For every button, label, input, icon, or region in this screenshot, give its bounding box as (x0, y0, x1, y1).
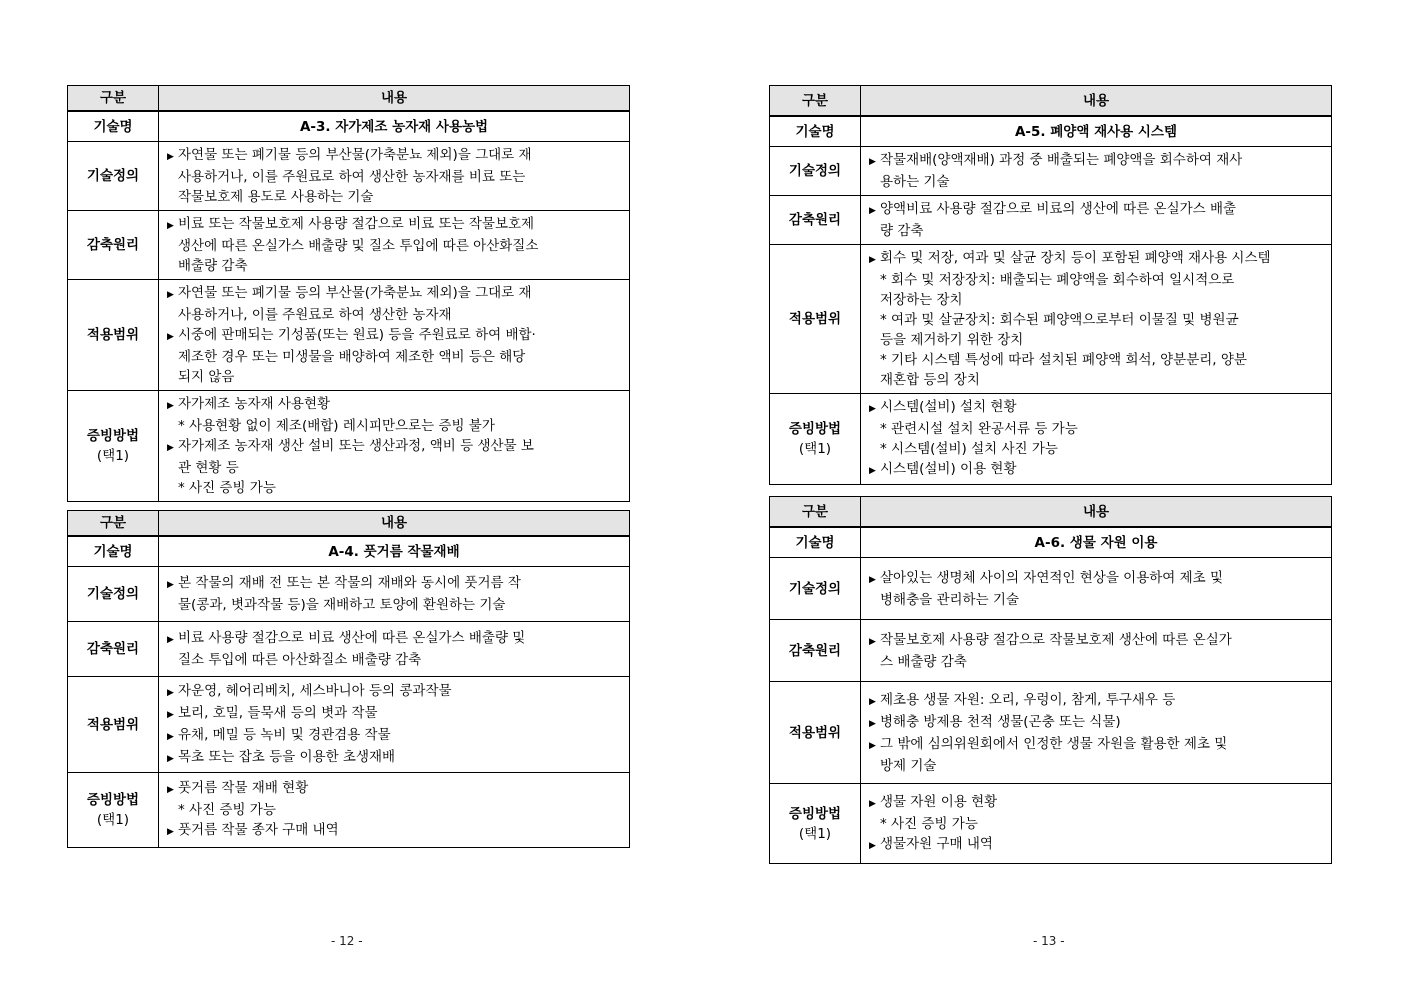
label-proof-sub: (택1) (798, 825, 832, 842)
principle-content (159, 622, 630, 677)
label-proof-text: 증빙방법 (86, 792, 140, 808)
scope-content (861, 682, 1332, 784)
bullet-triangle-icon: ▶ (869, 798, 876, 809)
bullet-triangle-icon: ▶ (869, 840, 876, 851)
bullet-triangle-icon: ▶ (167, 709, 174, 720)
definition-line (167, 573, 623, 595)
proof-line (167, 394, 623, 416)
page-number-right: - 13 - (1033, 934, 1065, 948)
scope-line-text: 회수 및 저장, 여과 및 살균 장치 등이 포함된 폐양액 재사용 시스템 (880, 250, 1271, 266)
proof-content (861, 784, 1332, 864)
bullet-triangle-icon: ▶ (869, 636, 876, 647)
scope-content (159, 280, 630, 391)
proof-line-text: 자가제조 농자재 생산 설비 또는 생산과정, 액비 등 생산물 보 (178, 438, 534, 454)
definition-line-text: 본 작물의 재배 전 또는 본 작물의 재배와 동시에 풋거름 작 (178, 575, 521, 591)
definition-line (167, 595, 623, 615)
header-category: 구분 (68, 511, 159, 537)
bullet-triangle-icon: ▶ (167, 152, 174, 162)
bullet-triangle-icon: ▶ (167, 827, 174, 837)
label-proof (770, 784, 861, 864)
principle-line (869, 630, 1325, 652)
definition-line-text: 병해충을 관리하는 기술 (880, 591, 1019, 608)
table-a4 (67, 510, 630, 848)
bullet-triangle-icon: ▶ (167, 785, 174, 795)
definition-content (159, 142, 630, 211)
definition-line-text: 자연물 또는 폐기물 등의 부산물(가축분뇨 제외)을 그대로 재 (178, 147, 532, 163)
proof-line (869, 439, 1325, 459)
principle-line-text: 비료 사용량 절감으로 비료 생산에 따른 온실가스 배출량 및 (178, 630, 526, 646)
scope-line (869, 350, 1325, 370)
definition-line-text: 작물보호제 용도로 사용하는 기술 (178, 189, 374, 205)
label-proof-text: 증빙방법 (788, 421, 842, 437)
proof-line (869, 419, 1325, 439)
label-tech-name: 기술명 (68, 536, 159, 567)
definition-line (167, 187, 623, 207)
definition-line (869, 568, 1325, 590)
scope-line (869, 734, 1325, 756)
proof-line-text: * 사용현황 없이 제조(배합) 레시피만으로는 증빙 불가 (178, 418, 495, 434)
label-proof-text: 증빙방법 (788, 805, 842, 822)
scope-line (869, 290, 1325, 310)
proof-line-text: 자가제조 농자재 사용현황 (178, 396, 331, 412)
bullet-triangle-icon: ▶ (167, 753, 174, 764)
label-principle: 감축원리 (68, 622, 159, 677)
scope-line-text: * 회수 및 저장장치: 배출되는 폐양액을 회수하여 일시적으로 (880, 272, 1235, 288)
proof-line (167, 800, 623, 820)
header-category: 구분 (68, 86, 159, 112)
scope-line (167, 305, 623, 325)
proof-content (861, 394, 1332, 485)
header-category: 구분 (770, 497, 861, 528)
label-definition: 기술정의 (68, 142, 159, 211)
principle-content (861, 196, 1332, 245)
bullet-triangle-icon: ▶ (869, 718, 876, 729)
bullet-triangle-icon: ▶ (167, 401, 174, 411)
label-proof (770, 394, 861, 485)
definition-line-text: 용하는 기술 (880, 174, 950, 190)
label-proof-sub: (택1) (96, 448, 130, 464)
proof-line (869, 834, 1325, 856)
scope-line (869, 712, 1325, 734)
tech-title: A-6. 생물 자원 이용 (861, 527, 1332, 558)
bullet-triangle-icon: ▶ (167, 580, 174, 590)
table-a6 (769, 496, 1332, 864)
bullet-triangle-icon: ▶ (167, 687, 174, 698)
tech-title: A-5. 폐양액 재사용 시스템 (861, 116, 1332, 147)
scope-line (167, 703, 623, 725)
scope-line (167, 367, 623, 387)
principle-line-text: 비료 또는 작물보호제 사용량 절감으로 비료 또는 작물보호제 (178, 216, 535, 232)
principle-line (869, 652, 1325, 672)
label-scope: 적용범위 (770, 245, 861, 394)
bullet-triangle-icon: ▶ (869, 696, 876, 707)
header-content: 내용 (861, 497, 1332, 528)
label-scope: 적용범위 (68, 280, 159, 391)
header-content: 내용 (159, 511, 630, 537)
principle-line (869, 199, 1325, 221)
scope-line-text: 등을 제거하기 위한 장치 (880, 332, 1024, 348)
bullet-triangle-icon: ▶ (869, 206, 876, 216)
bullet-triangle-icon: ▶ (869, 574, 876, 585)
label-principle: 감축원리 (770, 620, 861, 682)
scope-line-text: 재혼합 등의 장치 (880, 372, 980, 388)
definition-line (869, 150, 1325, 172)
principle-line (167, 214, 623, 236)
scope-line-text: 자운영, 헤어리베치, 세스바니아 등의 콩과작물 (178, 682, 452, 699)
label-definition: 기술정의 (770, 558, 861, 620)
label-proof (68, 391, 159, 502)
label-definition: 기술정의 (770, 147, 861, 196)
definition-content (861, 558, 1332, 620)
definition-content (861, 147, 1332, 196)
bullet-triangle-icon: ▶ (167, 332, 174, 342)
tech-title: A-4. 풋거름 작물재배 (159, 536, 630, 567)
label-proof-text: 증빙방법 (86, 428, 140, 444)
principle-line-text: 양액비료 사용량 절감으로 비료의 생산에 따른 온실가스 배출 (880, 201, 1237, 217)
proof-line (869, 397, 1325, 419)
scope-line-text: 자연물 또는 폐기물 등의 부산물(가축분뇨 제외)을 그대로 재 (178, 285, 532, 301)
proof-line (869, 814, 1325, 834)
definition-line-text: 작물재배(양액재배) 과정 중 배출되는 폐양액을 회수하여 재사 (880, 152, 1243, 168)
scope-line (167, 347, 623, 367)
definition-content (159, 567, 630, 622)
proof-line (167, 436, 623, 458)
scope-line (869, 270, 1325, 290)
label-proof-sub: (택1) (96, 812, 130, 828)
principle-content (861, 620, 1332, 682)
scope-line-text: 유채, 메밀 등 녹비 및 경관겸용 작물 (178, 726, 391, 743)
scope-line (167, 747, 623, 769)
principle-line-text: 질소 투입에 따른 아산화질소 배출량 감축 (178, 652, 422, 668)
proof-content (159, 773, 630, 848)
scope-content (861, 245, 1332, 394)
proof-line-text: * 사진 증빙 가능 (178, 802, 276, 818)
scope-line-text: * 여과 및 살균장치: 회수된 폐양액으로부터 이물질 및 병원균 (880, 312, 1239, 328)
tech-title: A-3. 자가제조 농자재 사용농법 (159, 111, 630, 142)
principle-line-text: 량 감축 (880, 223, 924, 239)
proof-line-text: 생물자원 구매 내역 (880, 835, 993, 852)
proof-line-text: 관 현황 등 (178, 460, 239, 476)
label-definition: 기술정의 (68, 567, 159, 622)
scope-line (167, 681, 623, 703)
proof-line-text: 시스템(설비) 설치 현황 (880, 399, 1017, 415)
proof-line-text: * 시스템(설비) 설치 사진 가능 (880, 441, 1058, 457)
bullet-triangle-icon: ▶ (869, 255, 876, 265)
definition-line (869, 590, 1325, 610)
scope-line-text: 시중에 판매되는 기성품(또는 원료) 등을 주원료로 하여 배합· (178, 327, 536, 343)
scope-line (869, 756, 1325, 776)
scope-line-text: 보리, 호밀, 들묵새 등의 볏과 작물 (178, 704, 378, 721)
principle-line (167, 256, 623, 276)
proof-line (167, 458, 623, 478)
header-content: 내용 (159, 86, 630, 112)
proof-line (167, 820, 623, 842)
label-proof-sub: (택1) (798, 441, 832, 457)
proof-line (869, 459, 1325, 481)
scope-line-text: 그 밖에 심의위원회에서 인정한 생물 자원을 활용한 제초 및 (880, 735, 1228, 752)
label-principle: 감축원리 (770, 196, 861, 245)
principle-line-text: 생산에 따른 온실가스 배출량 및 질소 투입에 따른 아산화질소 (178, 238, 539, 254)
label-principle: 감축원리 (68, 211, 159, 280)
principle-line (869, 221, 1325, 241)
definition-line (869, 172, 1325, 192)
header-category: 구분 (770, 86, 861, 117)
scope-line (167, 283, 623, 305)
proof-line (167, 416, 623, 436)
bullet-triangle-icon: ▶ (167, 731, 174, 742)
proof-line-text: 풋거름 작물 종자 구매 내역 (178, 822, 339, 838)
proof-line (869, 792, 1325, 814)
table-a3 (67, 85, 630, 502)
bullet-triangle-icon: ▶ (167, 221, 174, 231)
label-scope: 적용범위 (68, 677, 159, 773)
scope-line (167, 325, 623, 347)
principle-line (167, 236, 623, 256)
proof-line (167, 478, 623, 498)
bullet-triangle-icon: ▶ (167, 443, 174, 453)
principle-line-text: 배출량 감축 (178, 258, 248, 274)
proof-line-text: 풋거름 작물 재배 현황 (178, 780, 309, 796)
proof-line-text: * 사진 증빙 가능 (178, 480, 276, 496)
proof-content (159, 391, 630, 502)
scope-line-text: 병해충 방제용 천적 생물(곤충 또는 식물) (880, 713, 1121, 730)
principle-line (167, 628, 623, 650)
definition-line-text: 물(콩과, 볏과작물 등)을 재배하고 토양에 환원하는 기술 (178, 597, 506, 613)
proof-line (167, 778, 623, 800)
principle-content (159, 211, 630, 280)
table-a5 (769, 85, 1332, 485)
scope-line-text: 제초용 생물 자원: 오리, 우렁이, 참게, 투구새우 등 (880, 691, 1176, 708)
proof-line-text: 생물 자원 이용 현황 (880, 793, 998, 810)
scope-line-text: 제조한 경우 또는 미생물을 배양하여 제조한 액비 등은 해당 (178, 349, 526, 365)
bullet-triangle-icon: ▶ (869, 157, 876, 167)
definition-line-text: 살아있는 생명체 사이의 자연적인 현상을 이용하여 제초 및 (880, 569, 1224, 586)
proof-line-text: * 사진 증빙 가능 (880, 815, 978, 832)
scope-line-text: 되지 않음 (178, 369, 235, 385)
definition-line (167, 167, 623, 187)
scope-line (167, 725, 623, 747)
bullet-triangle-icon: ▶ (869, 740, 876, 751)
definition-line-text: 사용하거나, 이를 주원료로 하여 생산한 농자재를 비료 또는 (178, 169, 526, 185)
bullet-triangle-icon: ▶ (167, 635, 174, 645)
bullet-triangle-icon: ▶ (167, 290, 174, 300)
label-tech-name: 기술명 (770, 116, 861, 147)
bullet-triangle-icon: ▶ (869, 404, 876, 414)
scope-line (869, 370, 1325, 390)
proof-line-text: 시스템(설비) 이용 현황 (880, 461, 1017, 477)
definition-line (167, 145, 623, 167)
label-scope: 적용범위 (770, 682, 861, 784)
scope-line-text: 방제 기술 (880, 757, 937, 774)
header-content: 내용 (861, 86, 1332, 117)
scope-line (869, 310, 1325, 330)
scope-line (869, 690, 1325, 712)
scope-content (159, 677, 630, 773)
label-proof (68, 773, 159, 848)
proof-line-text: * 관련시설 설치 완공서류 등 가능 (880, 421, 1078, 437)
label-tech-name: 기술명 (770, 527, 861, 558)
principle-line (167, 650, 623, 670)
principle-line-text: 작물보호제 사용량 절감으로 작물보호제 생산에 따른 온실가 (880, 631, 1232, 648)
scope-line-text: 저장하는 장치 (880, 292, 963, 308)
scope-line-text: 사용하거나, 이를 주원료로 하여 생산한 농자재 (178, 307, 452, 323)
bullet-triangle-icon: ▶ (869, 466, 876, 476)
scope-line-text: 목초 또는 잡초 등을 이용한 초생재배 (178, 748, 396, 765)
principle-line-text: 스 배출량 감축 (880, 653, 967, 670)
label-tech-name: 기술명 (68, 111, 159, 142)
scope-line (869, 330, 1325, 350)
scope-line (869, 248, 1325, 270)
page-number-left: - 12 - (331, 934, 363, 948)
scope-line-text: * 기타 시스템 특성에 따라 설치된 폐양액 희석, 양분분리, 양분 (880, 352, 1247, 368)
